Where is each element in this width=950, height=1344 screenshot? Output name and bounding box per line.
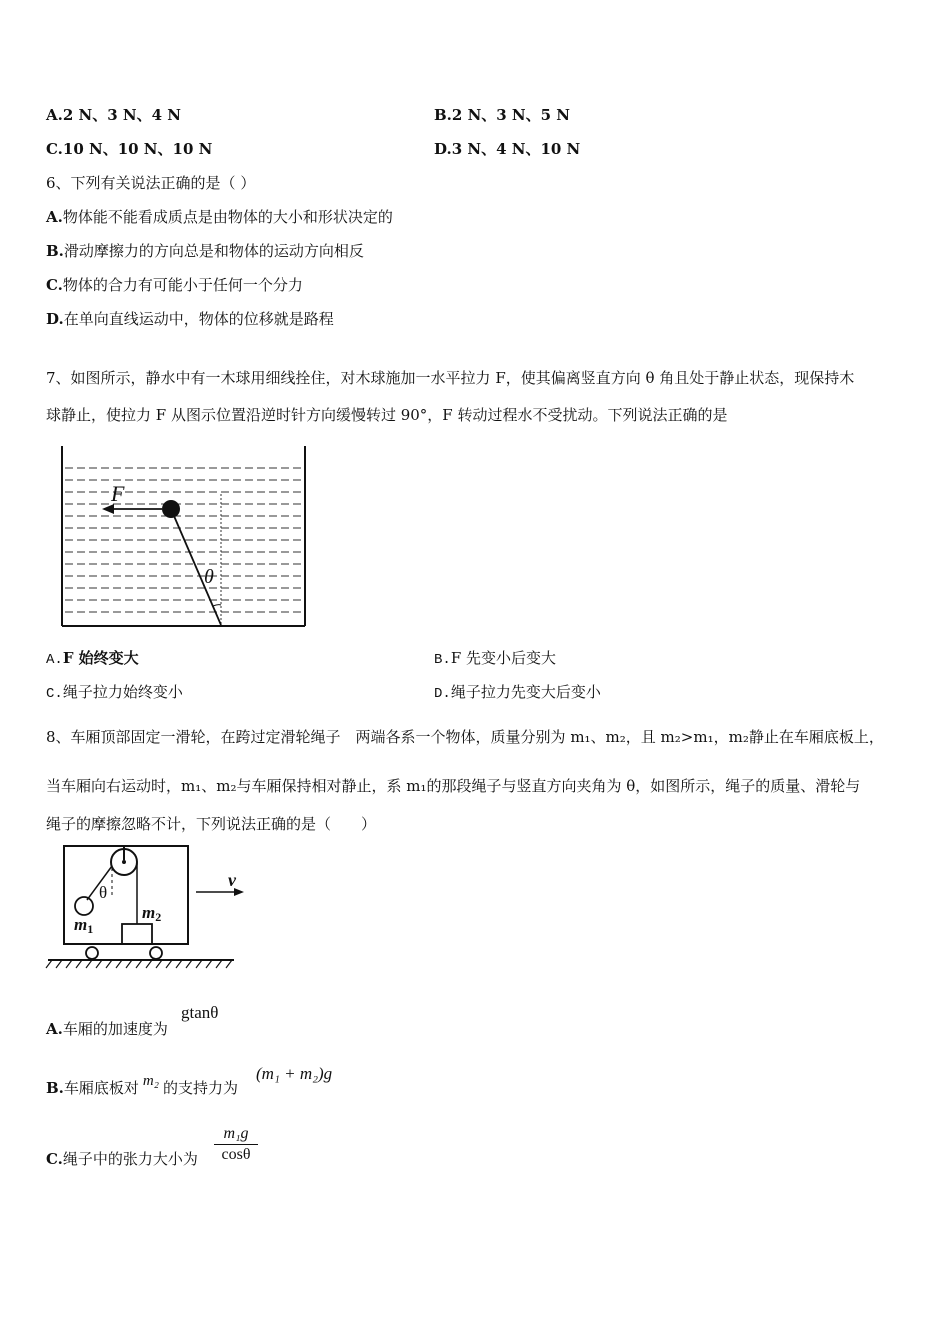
option-text: 2 N、3 N、4 N	[62, 106, 181, 124]
q5-option-c	[46, 138, 212, 159]
option-text: F 先变小后变大	[450, 649, 556, 667]
option-label: C.	[46, 276, 63, 294]
wheel-left	[86, 947, 98, 959]
option-text: 10 N、10 N、10 N	[62, 140, 213, 158]
q6-option-b	[46, 240, 364, 261]
q6-option-d	[46, 308, 334, 329]
q7-stem-line1: 7、如图所示，静水中有一木球用细线拴住，对木球施加一水平拉力 F，使其偏离竖直方向 θ 角且处于静止状态，现保持木	[46, 369, 855, 387]
option-text: 绳子拉力始终变小	[62, 683, 183, 701]
wooden-ball	[162, 500, 180, 518]
q7-option-d	[434, 681, 601, 702]
option-label: A.	[46, 1020, 63, 1038]
mass-m2-block	[122, 924, 152, 944]
option-label: A.	[46, 106, 63, 124]
q8-option-c	[46, 1148, 198, 1169]
wheel-right	[150, 947, 162, 959]
velocity-label: v	[228, 870, 236, 890]
option-text: 绳子拉力先变大后变小	[450, 683, 601, 701]
q6-option-c	[46, 274, 303, 295]
q6-stem: 6、下列有关说法正确的是（ ）	[46, 174, 256, 192]
q8-figure-carriage-pulley	[44, 842, 244, 976]
q7-option-c	[46, 681, 183, 702]
option-label: D.	[434, 686, 451, 702]
angle-label: θ	[99, 883, 108, 902]
option-text: 2 N、3 N、5 N	[451, 106, 571, 124]
q8-stem-line3: 绳子的摩擦忽略不计，下列说法正确的是（ ）	[46, 815, 377, 833]
option-label: B.	[434, 106, 452, 124]
q7-stem-line2: 球静止，使拉力 F 从图示位置沿逆时针方向缓慢转过 90°，F 转动过程水不受扰动。下列说法正确的是	[46, 406, 728, 424]
option-label: B.	[434, 652, 451, 668]
q8-stem-line2: 当车厢向右运动时，m₁、m₂与车厢保持相对静止，系 m₁的那段绳子与竖直方向夹角为 θ，如图所示，绳子的质量、滑轮与	[46, 777, 861, 795]
option-text: 车厢底板对	[63, 1079, 139, 1097]
option-label: A.	[46, 652, 63, 668]
option-label: A.	[46, 208, 63, 226]
fraction-denominator: cosθ	[221, 1146, 251, 1163]
option-text: 物体能不能看成质点是由物体的大小和形状决定的	[62, 208, 393, 226]
option-text: 绳子中的张力大小为	[62, 1150, 198, 1168]
option-label: B.	[46, 1079, 64, 1097]
mass-m1-ball	[75, 897, 93, 915]
option-text: F 始终变大	[62, 649, 139, 667]
option-label: D.	[46, 310, 64, 328]
q8-option-b	[46, 1073, 238, 1098]
q5-option-d	[434, 138, 580, 159]
q7-figure-water-ball	[56, 444, 312, 630]
ground-hatching	[46, 960, 232, 968]
q8-option-a	[46, 1018, 168, 1039]
option-label: B.	[46, 242, 64, 260]
angle-arc	[213, 605, 221, 606]
option-label: C.	[46, 1150, 63, 1168]
option-text-2: 的支持力为	[162, 1079, 238, 1097]
angle-label: θ	[204, 566, 214, 588]
formula-tension-fraction	[214, 1124, 258, 1165]
formula-m1-plus-m2-g: (m₁ + m₂)g	[256, 1064, 333, 1083]
q7-option-b	[434, 647, 556, 668]
option-text: 物体的合力有可能小于任何一个分力	[62, 276, 303, 294]
option-text: 在单向直线运动中，物体的位移就是路程	[63, 310, 334, 328]
m2-label: m2	[142, 903, 162, 924]
fraction-numerator: m₁g	[214, 1124, 258, 1145]
option-text: 车厢的加速度为	[62, 1020, 168, 1038]
option-label: D.	[434, 140, 452, 158]
q8-stem-line1: 8、车厢顶部固定一滑轮，在跨过定滑轮绳子 两端各系一个物体，质量分别为 m₁、m₂，且 m₂>m₁，m₂静止在车厢底板上，	[46, 728, 884, 746]
q7-option-a	[46, 647, 139, 668]
m1-label: m1	[74, 915, 94, 936]
option-text: 滑动摩擦力的方向总是和物体的运动方向相反	[63, 242, 364, 260]
q5-option-a	[46, 104, 181, 125]
option-label: C.	[46, 140, 63, 158]
pulley-axle	[122, 860, 126, 864]
q6-option-a	[46, 206, 393, 227]
force-label: F	[111, 481, 125, 506]
option-text: 3 N、4 N、10 N	[451, 140, 581, 158]
option-label: C.	[46, 686, 63, 702]
formula-m2: m₂	[142, 1073, 159, 1089]
formula-g-tan-theta: gtanθ	[181, 1003, 219, 1022]
q5-option-b	[434, 104, 570, 125]
